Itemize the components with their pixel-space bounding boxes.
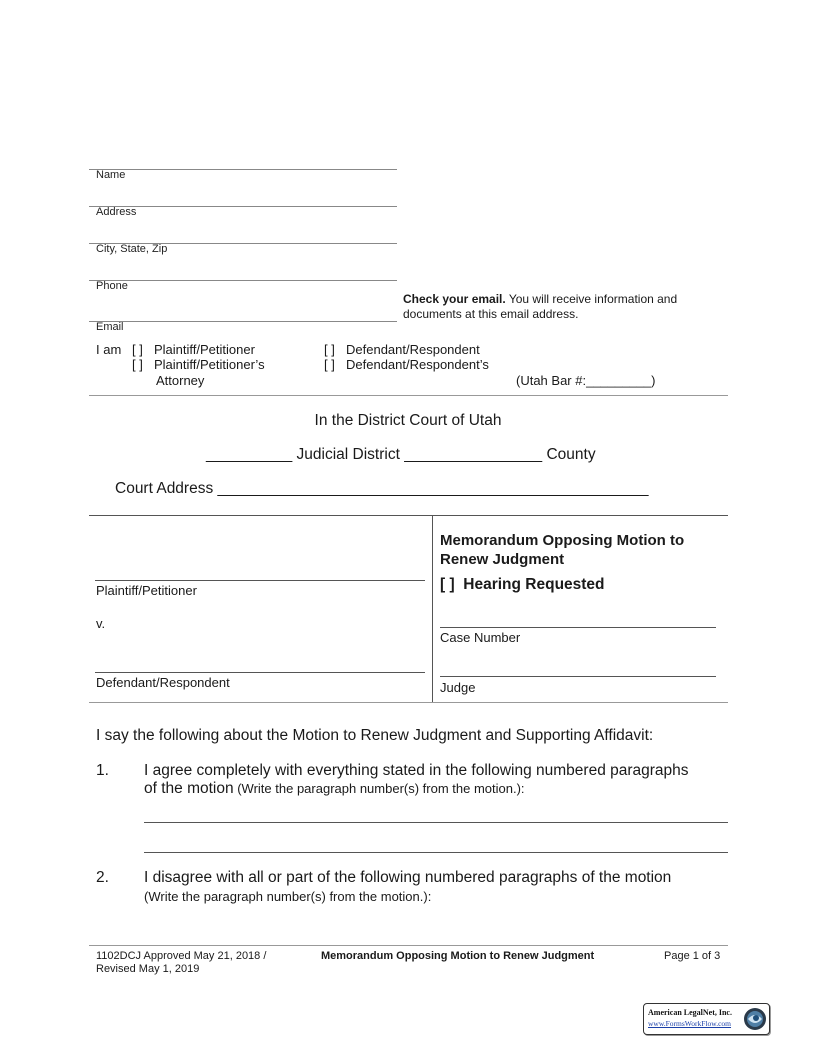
caption-center-divider [432,515,433,702]
caption-top-border [89,515,728,516]
checkbox-plaintiff-attorney[interactable]: [ ] [132,357,143,372]
case-number-label: Case Number [440,630,521,645]
email-notice-bold: Check your email. [403,292,506,306]
form-id-line-1: 1102DCJ Approved May 21, 2018 / [96,950,267,962]
address-label: Address [96,206,137,218]
item-2-number: 2. [96,869,109,886]
logo-text-1: American LegalNet, Inc. [648,1008,732,1017]
footer-title: Memorandum Opposing Motion to Renew Judgment [321,950,595,962]
document-title-line-2: Renew Judgment [440,551,565,568]
plaintiff-caption-label: Plaintiff/Petitioner [96,583,197,598]
intro-statement: I say the following about the Motion to Renew Judgment and Supporting Affidavit: [96,727,654,744]
judge-label: Judge [440,680,476,695]
plaintiff-line[interactable] [95,580,425,581]
item-1-answer-line-1[interactable] [144,822,728,823]
district-blank[interactable]: __________ [206,446,293,463]
court-title: In the District Court of Utah [314,412,502,429]
court-address-row [115,480,649,498]
footer-divider [89,945,728,946]
checkbox-defendant-attorney[interactable]: [ ] [324,357,335,372]
americanlegalnet-logo[interactable] [643,1003,770,1035]
phone-label: Phone [96,280,128,292]
role-plaintiff-attorney-label-2: Attorney [156,373,205,388]
email-label: Email [96,321,124,333]
document-title [440,531,684,569]
district-county-row [206,446,596,464]
hearing-requested-label: Hearing Requested [463,576,605,593]
email-notice-text-1: You will receive information and [505,292,678,306]
case-number-line[interactable] [440,627,716,628]
item-2-line-1: I disagree with all or part of the following numbered paragraphs of the motion [144,869,672,886]
utah-bar-number[interactable]: (Utah Bar #:_________) [516,373,656,388]
item-1-line-1: I agree completely with everything stated in the following numbered paragraphs [144,762,689,779]
hearing-checkbox[interactable]: [ ] [440,576,455,593]
role-defendant-attorney-label: Defendant/Respondent’s [346,357,489,372]
county-label: County [546,446,596,463]
form-id-line-2: Revised May 1, 2019 [96,963,200,975]
email-notice [403,292,703,322]
judge-line[interactable] [440,676,716,677]
item-1-hint: (Write the paragraph number(s) from the motion.): [233,781,525,796]
judicial-district-label: Judicial District [296,446,400,463]
globe-icon [743,1007,767,1031]
court-address-label: Court Address [115,480,214,497]
item-1-line-2 [144,780,525,798]
hearing-requested-row [440,576,605,594]
document-title-line-1: Memorandum Opposing Motion to [440,532,685,549]
county-blank[interactable]: ________________ [404,446,543,463]
name-line[interactable] [89,169,397,170]
checkbox-plaintiff[interactable]: [ ] [132,342,143,357]
item-1-line-2-text: of the motion [144,780,234,797]
i-am-label: I am [96,342,122,357]
role-defendant-label: Defendant/Respondent [346,342,480,357]
defendant-caption-label: Defendant/Respondent [96,675,230,690]
versus-label: v. [96,616,106,631]
name-label: Name [96,169,126,181]
item-2-hint: (Write the paragraph number(s) from the motion.): [144,889,432,904]
email-notice-text-2: documents at this email address. [403,307,579,321]
item-1-number: 1. [96,762,109,779]
role-plaintiff-label: Plaintiff/Petitioner [154,342,255,357]
header-divider [89,395,728,396]
email-line[interactable] [89,321,397,322]
page-indicator: Page 1 of 3 [664,950,721,962]
court-address-blank[interactable]: __________________________________________________ [217,480,649,497]
caption-bottom-border [89,702,728,703]
form-id [96,950,266,976]
city-state-zip-label: City, State, Zip [96,243,168,255]
logo-text-2: www.FormsWorkFlow.com [648,1019,732,1028]
defendant-line[interactable] [95,672,425,673]
item-1-answer-line-2[interactable] [144,852,728,853]
phone-line[interactable] [89,280,397,281]
checkbox-defendant[interactable]: [ ] [324,342,335,357]
role-plaintiff-attorney-label: Plaintiff/Petitioner’s [154,357,265,372]
